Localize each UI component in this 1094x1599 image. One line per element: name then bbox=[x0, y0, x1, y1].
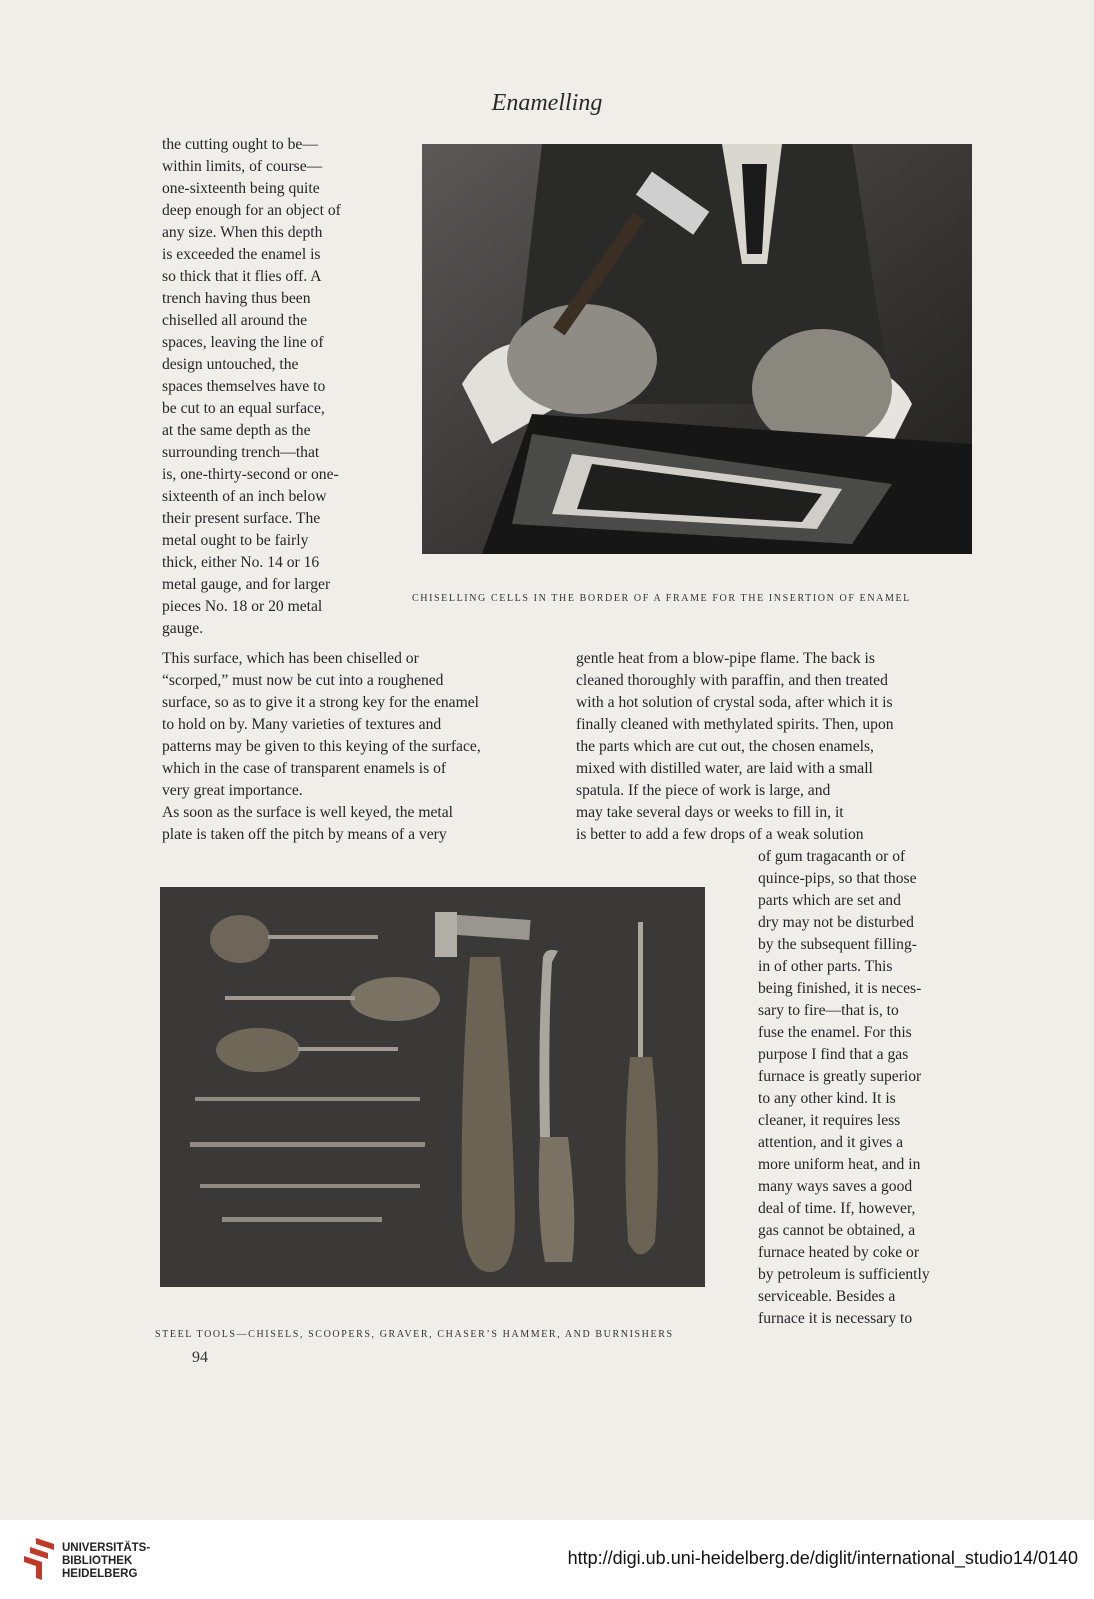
right-paragraph: gentle heat from a blow-pipe flame. The back is cleaned thoroughly with paraffin, and then treated with a hot solution of crystal soda, after which it is finally cleaned with methylated spirits. Then, upon the parts which are cut out, the chosen enamels, mixed with distilled water, are laid with a small spatula. If the piece of work is large, and may take several days or weeks to fill in, it is better to add a few drops of a weak solution bbox=[576, 650, 894, 843]
left-paragraph: This surface, which has been chiselled or “scorped,” must now be cut into a roughened surface, so as to give it a strong key for the enamel to hold on by. Many varieties of textures and patterns may be given to this keying of the surface, which in the case of transparent enamels is of very great importance. As soon as the surface is well keyed, the metal plate is taken off the pitch by means of a very bbox=[162, 650, 481, 843]
running-title: Enamelling bbox=[491, 90, 603, 116]
page-number: 94 bbox=[192, 1349, 208, 1366]
photo-steel-tools bbox=[160, 887, 705, 1287]
right-narrow-text: of gum tragacanth or of quince-pips, so that those parts which are set and dry may not be disturbed by the subsequent filling- in of other parts. This being finished, it is neces- sary to fire—that is, to fuse the enamel. For this purpose I find that a gas furnace is greatly superior to any other kind. It is cleaner, it requires less attention, and it gives a more uniform heat, and in many ways saves a good deal of time. If, however, gas cannot be obtained, a furnace heated by coke or by petroleum is sufficiently serviceable. Besides a furnace it is necessary to bbox=[758, 848, 930, 1327]
source-url[interactable]: http://digi.ub.uni-heidelberg.de/diglit/international_studio14/0140 bbox=[567, 1548, 1078, 1568]
bottom-figure-caption: STEEL TOOLS—CHISELS, SCOOPERS, GRAVER, CHASER’S HAMMER, AND BURNISHERS bbox=[155, 1329, 674, 1340]
library-name: UNIVERSITÄTS- BIBLIOTHEK HEIDELBERG bbox=[62, 1542, 151, 1580]
top-figure-caption: CHISELLING CELLS IN THE BORDER OF A FRAME FOR THE INSERTION OF ENAMEL bbox=[412, 593, 911, 604]
footer-bar bbox=[0, 1520, 1094, 1599]
photo-chiselling bbox=[422, 144, 972, 554]
library-logo-icon bbox=[24, 1538, 54, 1580]
side-text-top: the cutting ought to be— within limits, of course— one-sixteenth being quite deep enough for an object of any size. When this depth is exceeded the enamel is so thick that it flies off. A trench having thus been chiselled all around the spaces, leaving the line of design untouched, the spaces themselves have to be cut to an equal surface, at the same depth as the surrounding trench—that is, one-thirty-second or one- sixteenth of an inch below their present surface. The metal ought to be fairly thick, either No. 14 or 16 metal gauge, and for larger pieces No. 18 or 20 metal gauge. bbox=[162, 136, 341, 637]
